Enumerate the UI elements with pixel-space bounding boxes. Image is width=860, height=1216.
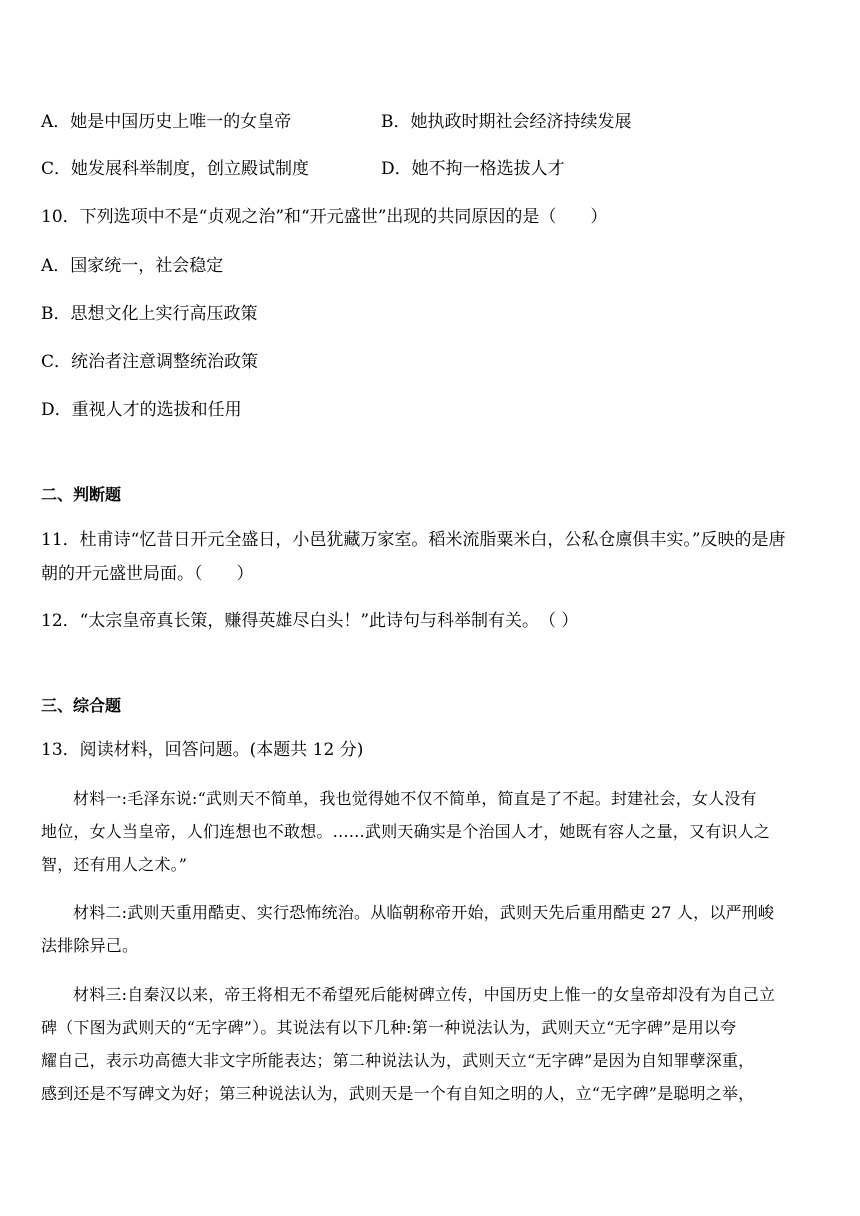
q9-option-d[interactable]: D．她不拘一格选拔人才: [381, 159, 565, 179]
section-2-title: 二、判断题: [41, 485, 122, 504]
q9-option-c[interactable]: C．她发展科举制度，创立殿试制度: [41, 159, 310, 179]
material-1-line-3: 智，还有用人之术。”: [41, 855, 188, 874]
material-3-line-1: 材料三:自秦汉以来，帝王将相无不希望死后能树碑立传，中国历史上惟一的女皇帝却没有为自己立: [73, 985, 776, 1004]
q9-options-row2: [41, 157, 565, 181]
q10-option-b[interactable]: B．思想文化上实行高压政策: [41, 304, 258, 324]
material-3-line-3: 耀自己，表示功高德大非文字所能表达；第二种说法认为，武则天立“无字碑”是因为自知罪孽深重，: [41, 1051, 755, 1070]
material-1-line-2: 地位，女人当皇帝，人们连想也不敢想。……武则天确实是个治国人才，她既有容人之量，又有识人之: [41, 822, 771, 841]
q9-option-a[interactable]: A．她是中国历史上唯一的女皇帝: [41, 112, 292, 132]
q10-option-d[interactable]: D．重视人才的选拔和任用: [41, 400, 242, 420]
material-2-line-2: 法排除异己。: [41, 936, 139, 955]
q11-line-1: 11．杜甫诗“忆昔日开元全盛日，小邑犹藏万家室。稻米流脂粟米白，公私仓廪俱丰实。”反映的是唐: [41, 530, 786, 550]
q11-line-2: 朝的开元盛世局面。（ ）: [41, 564, 254, 584]
material-2-line-1: 材料二:武则天重用酷吏、实行恐怖统治。从临朝称帝开始，武则天先后重用酷吏 27 人，以严刑峻: [73, 903, 775, 922]
material-3-line-2: 碑（下图为武则天的“无字碑”）。其说法有以下几种:第一种说法认为，武则天立“无字碑”是用以夸: [41, 1018, 737, 1037]
q13-stem: 13．阅读材料，回答问题。(本题共 12 分): [41, 740, 364, 760]
section-3-title: 三、综合题: [41, 696, 122, 715]
q10-option-c[interactable]: C．统治者注意调整统治政策: [41, 352, 259, 372]
q10-stem: 10．下列选项中不是“贞观之治”和“开元盛世”出现的共同原因的是（ ）: [41, 207, 608, 227]
q10-option-a[interactable]: A．国家统一，社会稳定: [41, 256, 224, 276]
q12-stem: 12．“太宗皇帝真长策，赚得英雄尽白头！”此诗句与科举制有关。 （ ）: [41, 611, 579, 631]
q9-options-row1: [41, 110, 632, 134]
material-3-line-4: 感到还是不写碑文为好；第三种说法认为，武则天是一个有自知之明的人，立“无字碑”是聪明之举，: [41, 1084, 755, 1103]
material-1-line-1: 材料一:毛泽东说:“武则天不简单，我也觉得她不仅不简单，简直是了不起。封建社会，女人没有: [73, 789, 757, 808]
q9-option-b[interactable]: B．她执政时期社会经济持续发展: [381, 112, 632, 132]
